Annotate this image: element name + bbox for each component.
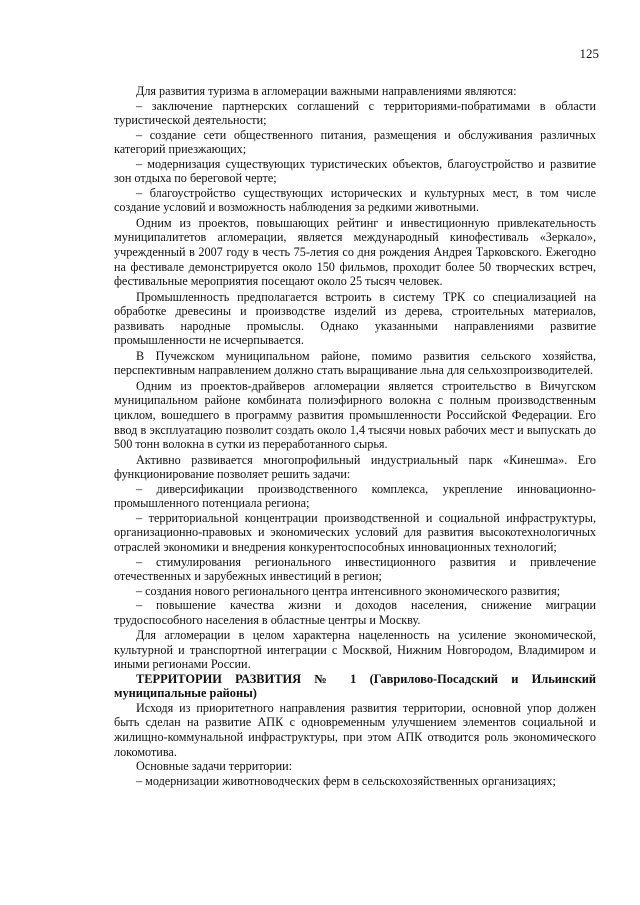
paragraph: Активно развивается многопрофильный индустриальный парк «Кинешма». Его функционирование позволяет решить задачи: [114, 452, 596, 482]
list-item: – благоустройство существующих исторических и культурных мест, в том числе создание условий и возможность наблюдения за редкими животными. [114, 185, 596, 215]
paragraph: Основные задачи территории: [136, 759, 293, 774]
list-item: – территориальной концентрации производственной и социальной инфраструктуры, организационно-правовых и экономических условий для развития высокотехнологичных отраслей экономики и внедрения конкурентоспособных инновационных технологий; [114, 510, 596, 554]
paragraph: Промышленность предполагается встроить в систему ТРК со специализацией на обработке древесины и производстве изделий из дерева, строительных материалов, развивать народные промыслы. Однако указанными направлениями развитие промышленности не исчерпывается. [114, 289, 596, 348]
paragraph: Для агломерации в целом характерна нацеленность на усиление экономической, культурной и транспортной интеграции с Москвой, Нижним Новгородом, Владимиром и иными регионами России. [114, 628, 596, 672]
paragraph: Одним из проектов, повышающих рейтинг и инвестиционную привлекательность муниципалитетов агломерации, является международный кинофестиваль «Зеркало», учрежденный в 2007 году в честь 75-летия со дня рождения Андрея Тарковского. Ежегодно на фестивале демонстрируется около 150 фильмов, проходит более 50 творческих встреч, фестивальные мероприятия посещают около 25 тысяч человек. [114, 215, 596, 289]
list-item: – диверсификации производственного комплекса, укрепление инновационно-промышленного потенциала региона; [114, 481, 596, 511]
list-item: – заключение партнерских соглашений с территориями-побратимами в области туристической деятельности; [114, 98, 596, 128]
paragraph: Для развития туризма в агломерации важными направлениями являются: [136, 84, 517, 98]
body-text [114, 84, 596, 788]
list-item: – создание сети общественного питания, размещения и обслуживания различных категорий приезжающих; [114, 127, 596, 157]
section-title: ТЕРРИТОРИИ РАЗВИТИЯ № 1 (Гаврилово-Посадский и Ильинский муниципальные районы) [114, 671, 596, 701]
paragraph: Одним из проектов-драйверов агломерации является строительство в Вичугском муниципальном районе комбината полиэфирного волокна с полным производственным циклом, вошедшего в программу развития промышленности Российской Федерации. Его ввод в эксплуатацию позволит создать около 1,4 тысячи новых рабочих мест и выпускать до 500 тонн волокна в сутки из переработанного сырья. [114, 378, 596, 452]
paragraph: Исходя из приоритетного направления развития территории, основной упор должен быть сделан на развитие АПК с одновременным улучшением элементов социальной и жилищно-коммунальной инфраструктуры, при этом АПК отводится роль экономического локомотива. [114, 700, 596, 759]
list-item: – создания нового регионального центра интенсивного экономического развития; [136, 583, 561, 598]
page-number: 125 [579, 46, 599, 61]
list-item: – модернизации животноводческих ферм в сельскохозяйственных организациях; [136, 773, 556, 788]
list-item: – стимулирования регионального инвестиционного развития и привлечение отечественных и зарубежных инвестиций в регион; [114, 554, 596, 584]
paragraph: В Пучежском муниципальном районе, помимо развития сельского хозяйства, перспективным направлением должно стать выращивание льна для сельхозпроизводителей. [114, 348, 596, 378]
list-item: – повышение качества жизни и доходов населения, снижение миграции трудоспособного населения в областные центры и Москву. [114, 598, 596, 627]
list-item: – модернизация существующих туристических объектов, благоустройство и развитие зон отдыха по береговой черте; [114, 156, 596, 186]
